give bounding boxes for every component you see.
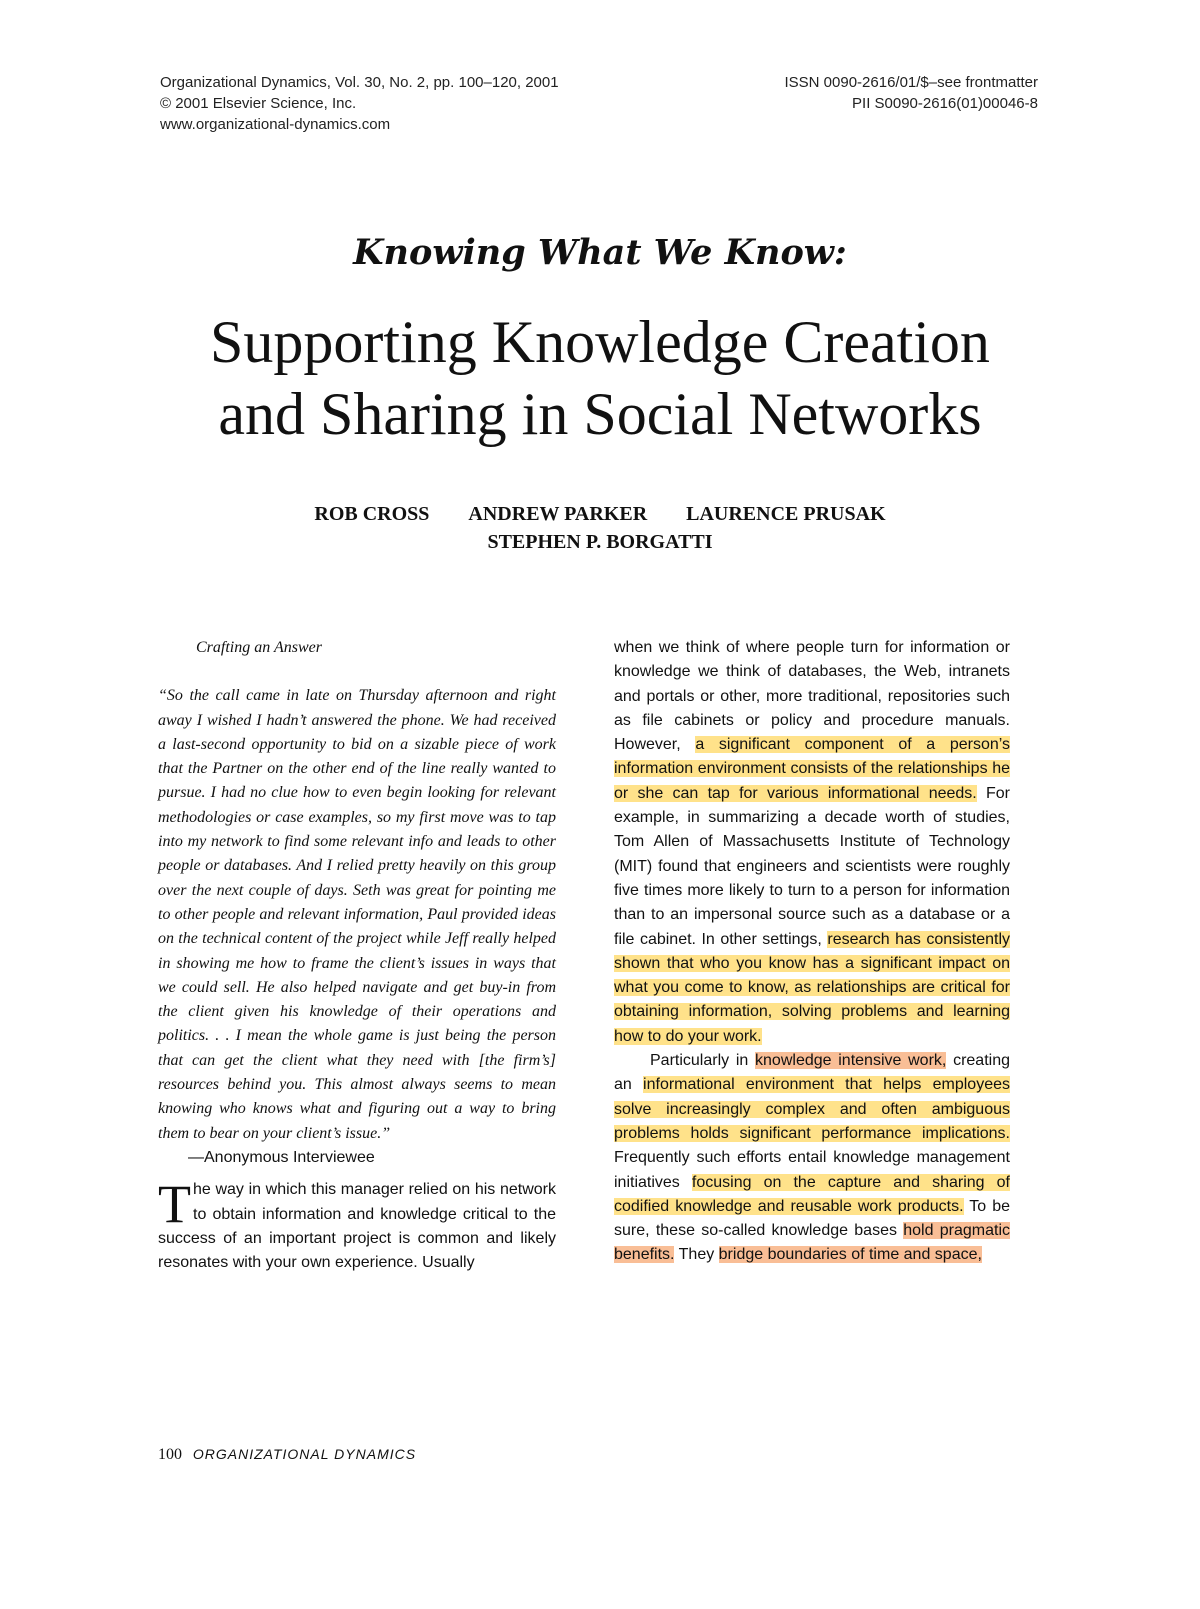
issn-line: ISSN 0090-2616/01/$–see frontmatter xyxy=(784,74,1038,91)
body-paragraph xyxy=(614,636,1010,1049)
page-footer xyxy=(158,1446,416,1464)
author-name: LAURENCE PRUSAK xyxy=(686,503,886,525)
journal-url[interactable]: www.organizational-dynamics.com xyxy=(160,116,391,133)
body-text: For example, in summarizing a decade worth of studies, Tom Allen of Massachusetts Institute of Technology (MIT) found that engineers and scientists were roughly five times more likely to turn to a person for information than to an impersonal source such as a database or a file cabinet. In other settings, xyxy=(614,784,1010,948)
quote-attribution: —Anonymous Interviewee xyxy=(188,1148,375,1166)
body-text: Particularly in xyxy=(650,1052,756,1070)
author-list xyxy=(0,500,1200,556)
left-column xyxy=(158,636,556,1275)
author-name: STEPHEN P. BORGATTI xyxy=(487,531,713,553)
title-kicker: Knowing What We Know: xyxy=(353,232,847,273)
section-subheading: Crafting an Answer xyxy=(196,639,322,656)
body-text: To be sure, these so-called knowledge bases xyxy=(614,1197,1010,1240)
body-text: creating an xyxy=(614,1052,1011,1094)
right-column xyxy=(614,636,1010,1268)
page-number: 100 xyxy=(158,1446,182,1463)
interview-quote: “So the call came in late on Thursday afternoon and right away I wished I hadn’t answered the phone. We had received a last-second opportunity to bid on a sizable piece of work that the Partner on the other end of the line really wanted to pursue. I had no clue how to even begin looking for relevant methodologies or case examples, so my first move was to tap into my network to find some relevant info and leads to other people or databases. And I relied pretty heavily on this group over the next couple of days. Seth was great for pointing me to other people and relevant information, Paul provided ideas on the technical content of the project while Jeff really helped in showing me how to frame the client’s issues in ways that we could sell. He also helped navigate and get buy-in from the client given his knowledge of their operations and politics. . . I mean the whole game is just being the person that can get the client what they need with [the firm’s] resources behind you. This almost always seems to mean knowing who knows what and figuring out a way to bring them to bear on your client’s issue.” xyxy=(158,687,556,1142)
issn-block xyxy=(785,72,1039,114)
article-title xyxy=(0,306,1200,450)
author-name: ROB CROSS xyxy=(314,503,430,525)
highlight-orange[interactable]: hold pragmatic benefits. xyxy=(614,1222,1010,1264)
highlight-yellow[interactable]: research has consistently shown that who you know has a significant impact on what you come to know, as relationships are critical for obtaining information, solving problems and learning how to do your work. xyxy=(614,930,1011,1045)
title-line-1: Supporting Knowledge Creation xyxy=(210,309,990,375)
highlight-orange[interactable]: knowledge intensive work, xyxy=(755,1052,947,1070)
body-text: Frequently such efforts entail knowledge management initiatives xyxy=(614,1149,1010,1191)
journal-citation xyxy=(160,72,559,135)
title-line-2: and Sharing in Social Networks xyxy=(218,381,982,447)
journal-name: ORGANIZATIONAL DYNAMICS xyxy=(192,1446,417,1462)
highlight-yellow[interactable]: a significant component of a person’s information environment consists of the relationships he or she can tap for various informational needs. xyxy=(614,736,1010,802)
highlight-yellow[interactable]: informational environment that helps employees solve increasingly complex and often ambiguous problems holds significant performance implications. xyxy=(614,1076,1010,1142)
highlight-yellow[interactable]: focusing on the capture and sharing of codified knowledge and reusable work products. xyxy=(614,1173,1011,1215)
pii-line: PII S0090-2616(01)00046-8 xyxy=(852,95,1038,112)
drop-cap: T xyxy=(158,1174,191,1235)
body-text: They xyxy=(674,1246,719,1264)
copyright-line: © 2001 Elsevier Science, Inc. xyxy=(160,95,357,112)
citation-line: Organizational Dynamics, Vol. 30, No. 2, pp. 100–120, 2001 xyxy=(160,74,559,91)
body-paragraph xyxy=(614,1049,1010,1268)
body-paragraph xyxy=(158,1174,556,1275)
highlight-orange[interactable]: bridge boundaries of time and space, xyxy=(718,1246,982,1264)
author-name: ANDREW PARKER xyxy=(468,503,648,525)
body-text: he way in which this manager relied on his network to obtain information and knowledge critical to the success of an important project is common and likely resonates with your own experience. Usually xyxy=(158,1181,556,1272)
body-text: when we think of where people turn for information or knowledge we think of databases, the Web, intranets and portals or other, more traditional, repositories such as file cabinets or policy and procedure manuals. However, xyxy=(614,639,1010,754)
